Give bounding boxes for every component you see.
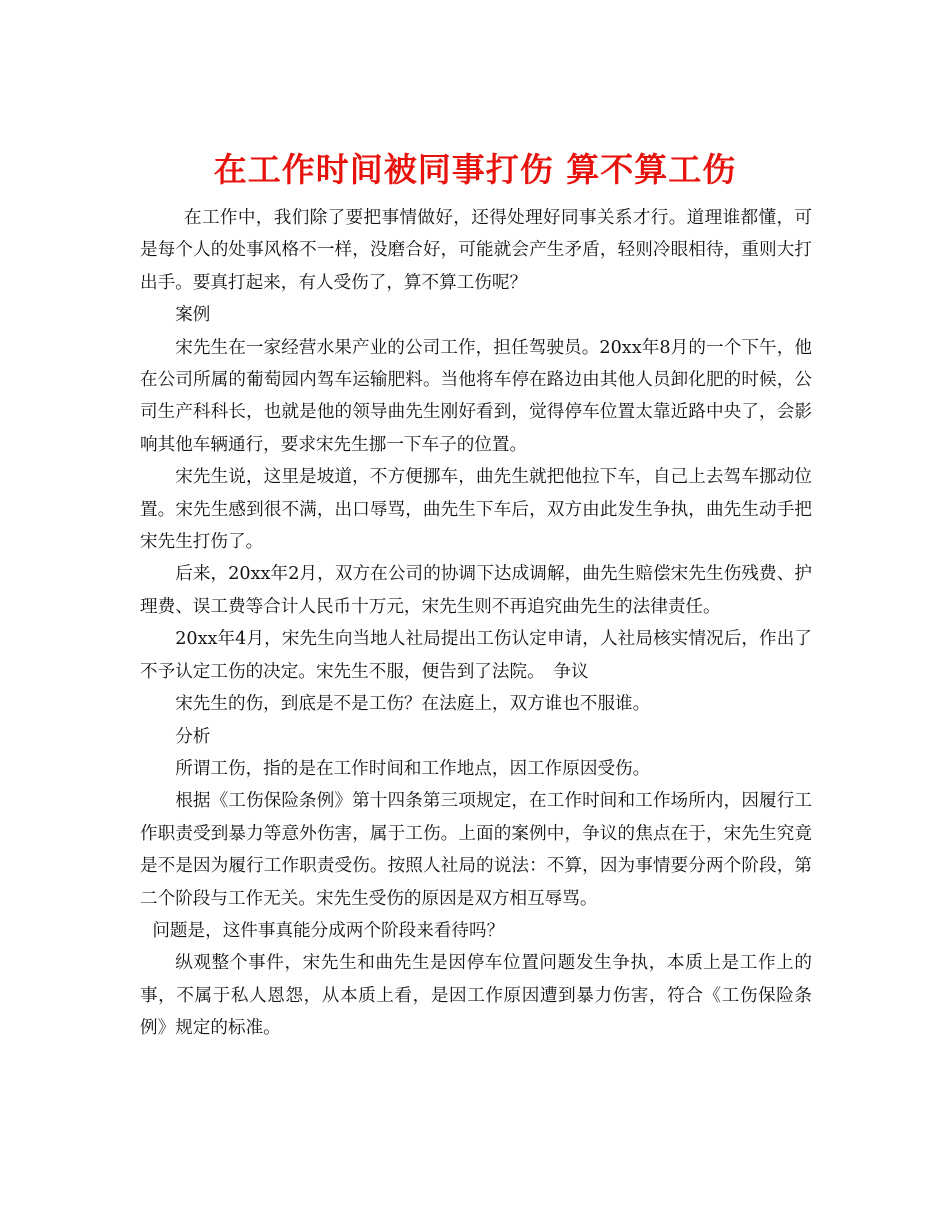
heading-case: 案例 <box>175 305 211 326</box>
paragraph-conclusion: 纵观整个事件，宋先生和曲先生是因停车位置问题发生争执，本质上是工作上的事，不属于私人恩怨，从本质上看，是因工作原因遭到暴力伤害，符合《工伤保险条例》规定的标准。 <box>140 953 812 1039</box>
paragraph-case-4: 20xx年4月，宋先生向当地人社局提出工伤认定申请，人社局核实情况后，作出了不予认定工伤的决定。宋先生不服，便告到了法院。 争议 <box>140 629 812 682</box>
paragraph-intro: 在工作中，我们除了要把事情做好，还得处理好同事关系才行。道理谁都懂，可是每个人的处事风格不一样，没磨合好，可能就会产生矛盾，轻则冷眼相待，重则大打出手。要真打起来，有人受伤了，算不算工伤呢？ <box>140 208 812 293</box>
document-title: 在工作时间被同事打伤 算不算工伤 <box>213 150 737 190</box>
heading-analysis: 分析 <box>175 726 211 747</box>
document-body <box>140 202 812 1045</box>
paragraph-dispute: 宋先生的伤，到底是不是工伤？在法庭上，双方谁也不服谁。 <box>175 694 651 715</box>
paragraph-analysis-2: 根据《工伤保险条例》第十四条第三项规定，在工作时间和工作场所内，因履行工作职责受到暴力等意外伤害，属于工伤。上面的案例中，争议的焦点在于，宋先生究竟是不是因为履行工作职责受伤。按照人社局的说法：不算，因为事情要分两个阶段，第二个阶段与工作无关。宋先生受伤的原因是双方相互辱骂。 <box>140 791 812 909</box>
paragraph-case-2: 宋先生说，这里是坡道，不方便挪车，曲先生就把他拉下车，自己上去驾车挪动位置。宋先生感到很不满，出口辱骂，曲先生下车后，双方由此发生争执，曲先生动手把宋先生打伤了。 <box>140 467 812 553</box>
paragraph-case-3: 后来，20xx年2月，双方在公司的协调下达成调解，曲先生赔偿宋先生伤残费、护理费、误工费等合计人民币十万元，宋先生则不再追究曲先生的法律责任。 <box>140 564 812 617</box>
paragraph-question: 问题是，这件事真能分成两个阶段来看待吗？ <box>152 920 505 941</box>
paragraph-case-1: 宋先生在一家经营水果产业的公司工作，担任驾驶员。20xx年8月的一个下午，他在公司所属的葡萄园内驾车运输肥料。当他将车停在路边由其他人员卸化肥的时候，公司生产科科长，也就是他的领导曲先生刚好看到，觉得停车位置太靠近路中央了，会影响其他车辆通行，要求宋先生挪一下车子的位置。 <box>140 337 812 455</box>
paragraph-analysis-1: 所谓工伤，指的是在工作时间和工作地点，因工作原因受伤。 <box>175 758 651 779</box>
